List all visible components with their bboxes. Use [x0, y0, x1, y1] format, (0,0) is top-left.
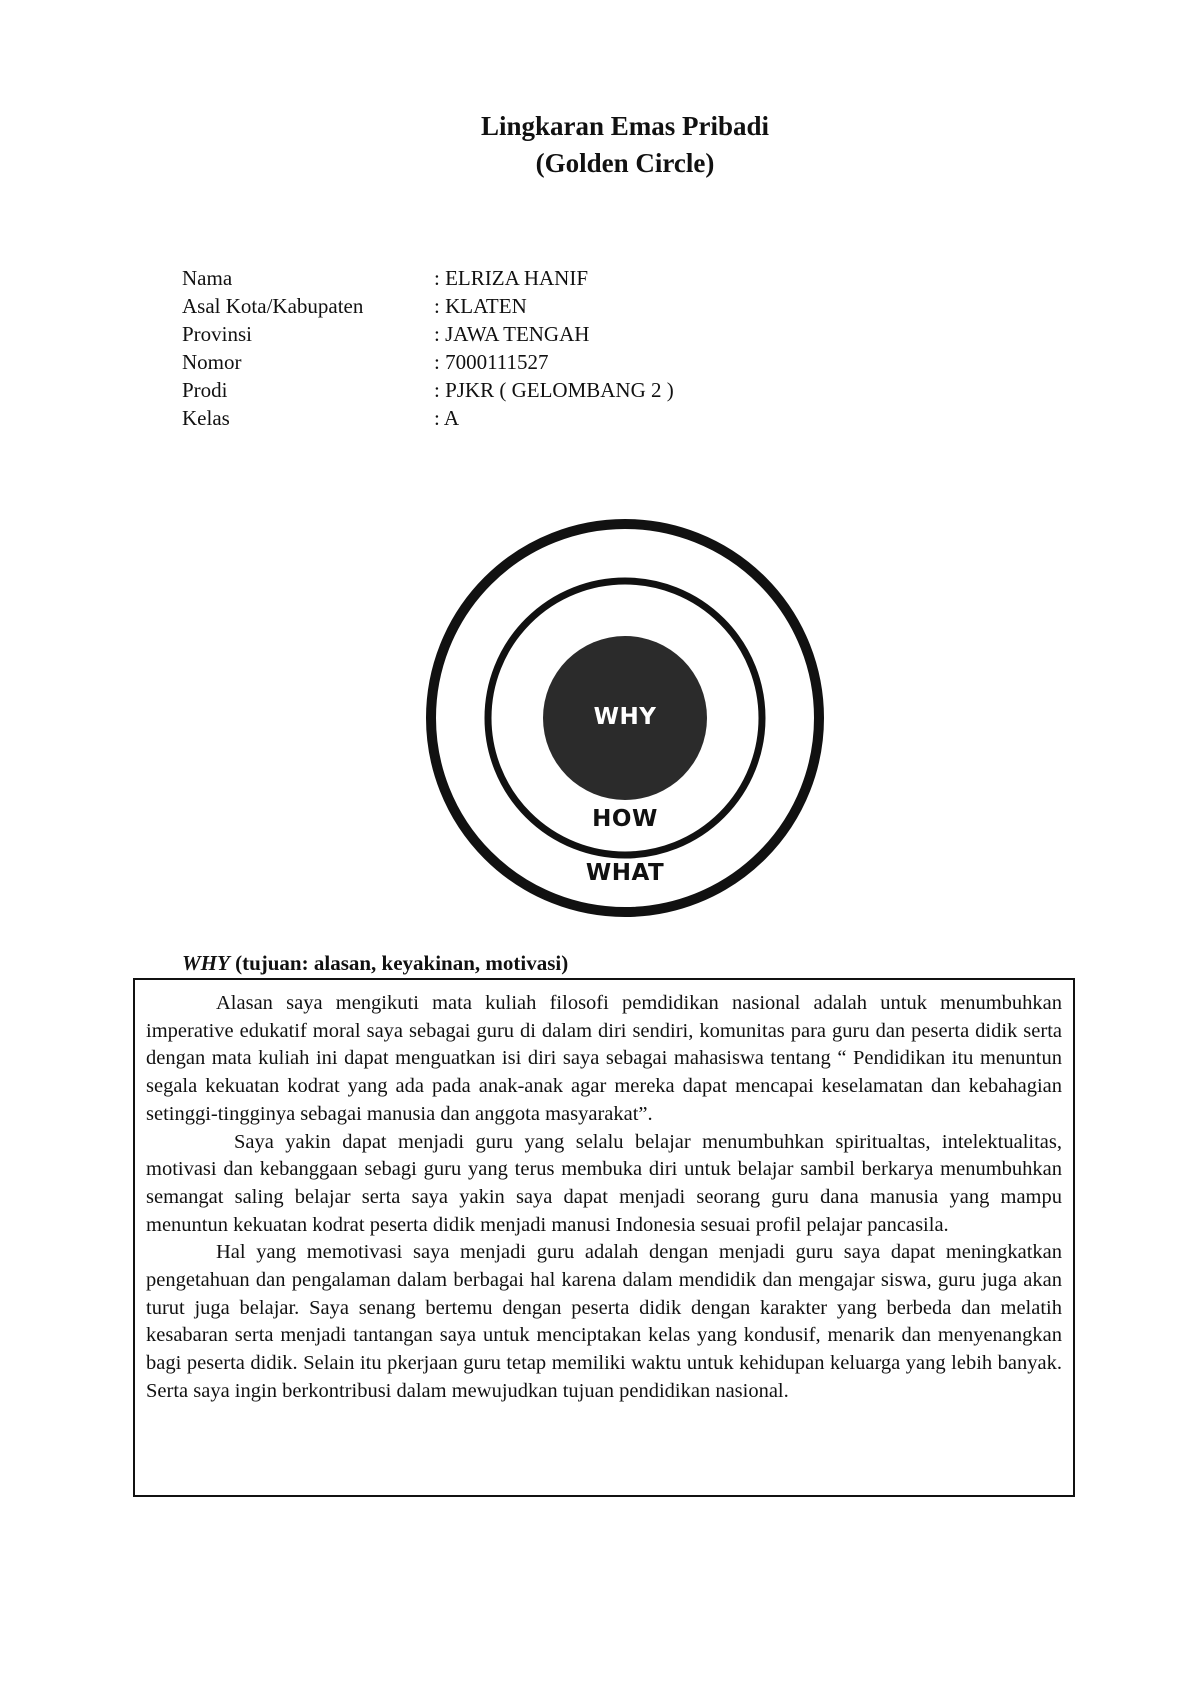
why-label: WHY: [593, 704, 657, 730]
why-paragraph-3: Hal yang memotivasi saya menjadi guru adalah dengan menjadi guru saya dapat meningkatkan pengetahuan dan pengalaman dalam berbagai hal karena dalam mendidik dan mengajar siswa, guru juga akan turut juga belajar. Saya senang bertemu dengan peserta didik dengan karakter yang berbeda dan melatih kesabaran serta menjadi tantangan saya untuk menciptakan kelas yang kondusif, menarik dan menyenangkan bagi peserta didik. Selain itu pkerjaan guru tetap memiliki waktu untuk kehidupan keluarga yang lebih banyak. Serta saya ingin berkontribusi dalam mewujudkan tujuan pendidikan nasional.: [146, 1241, 1062, 1402]
document-title: [0, 108, 1200, 182]
why-heading-word: WHY: [182, 951, 230, 975]
info-value: : A: [434, 406, 460, 430]
info-value: : 7000111527: [434, 350, 549, 374]
why-heading-rest: (tujuan: alasan, keyakinan, motivasi): [229, 951, 569, 975]
info-label: Nomor: [182, 350, 242, 374]
info-row-kelas: [182, 404, 674, 432]
info-row-provinsi: [182, 320, 674, 348]
why-paragraph-2: Saya yakin dapat menjadi guru yang selalu belajar menumbuhkan spiritualtas, intelektualitas, motivasi dan kebanggaan sebagi guru yang terus membuka diri untuk belajar sambil berkarya menumbuhkan semangat saling belajar serta saya yakin saya dapat menjadi seorang guru dana manusia yang mampu menuntun kekuatan kodrat peserta didik menjadi manusi Indonesia sesuai profil pelajar pancasila.: [146, 1130, 1062, 1236]
info-value: : ELRIZA HANIF: [434, 266, 588, 290]
info-label: Kelas: [182, 406, 230, 430]
info-row-prodi: [182, 376, 674, 404]
title-line-1: Lingkaran Emas Pribadi: [480, 111, 770, 141]
title-line-2: (Golden Circle): [535, 148, 715, 178]
info-row-nama: [182, 264, 674, 292]
info-value: : JAWA TENGAH: [434, 322, 590, 346]
info-label: Nama: [182, 266, 233, 290]
golden-circle-diagram: [423, 516, 827, 920]
why-paragraph-1: Alasan saya mengikuti mata kuliah filosofi pemdidikan nasional adalah untuk menumbuhkan imperative edukatif moral saya sebagai guru di dalam diri sendiri, komunitas para guru dan peserta didik serta dengan mata kuliah ini dapat menguatkan isi diri saya sebagai mahasiswa tentang “ Pendidikan itu menuntun segala kekuatan kodrat yang ada pada anak-anak agar mereka dapat mencapai keselamatan dan kebahagian setinggi-tingginya sebagai manusia dan anggota masyarakat”.: [146, 992, 1062, 1125]
why-section-heading: [182, 951, 568, 976]
info-label: Provinsi: [182, 322, 253, 346]
info-label: Prodi: [182, 378, 228, 402]
what-label: WHAT: [585, 860, 665, 886]
info-row-nomor: [182, 348, 674, 376]
info-label: Asal Kota/Kabupaten: [182, 294, 364, 318]
info-value: : KLATEN: [434, 294, 527, 318]
info-value: : PJKR ( GELOMBANG 2 ): [434, 378, 674, 402]
identity-info: [182, 264, 674, 432]
how-label: HOW: [592, 806, 658, 832]
why-text-box: [133, 978, 1075, 1497]
info-row-asal-kota: [182, 292, 674, 320]
